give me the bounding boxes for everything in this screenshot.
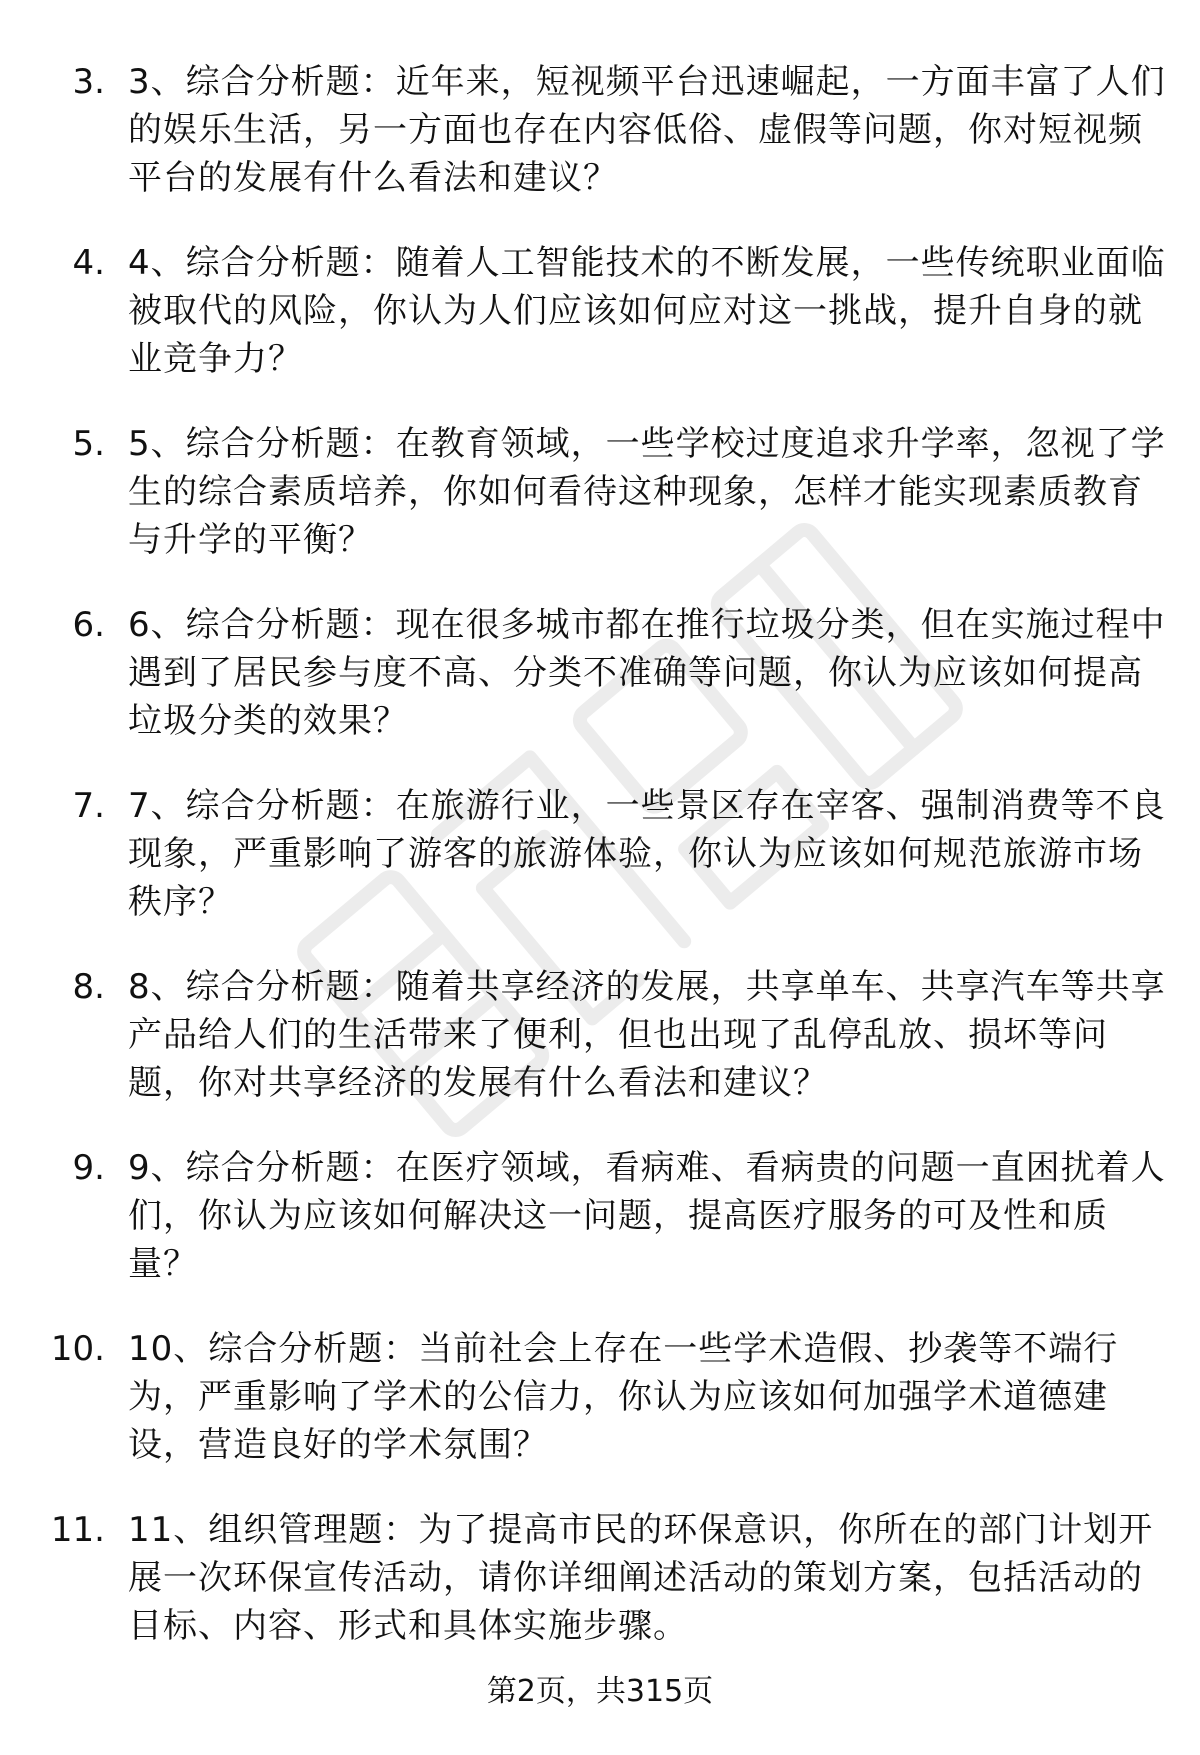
question-number: 7.: [72, 786, 105, 826]
question-number: 5.: [72, 424, 105, 464]
question-text: 5、综合分析题：在教育领域，一些学校过度追求升学率，忽视了学生的综合素质培养，你如何看待这种现象，怎样才能实现素质教育与升学的平衡？: [128, 424, 1166, 560]
question-text: 7、综合分析题：在旅游行业，一些景区存在宰客、强制消费等不良现象，严重影响了游客的旅游体验，你认为应该如何规范旅游市场秩序？: [128, 786, 1166, 922]
question-number: 9.: [72, 1148, 105, 1188]
question-item: [0, 420, 1200, 601]
question-number: 3.: [72, 62, 105, 102]
question-item: [0, 239, 1200, 420]
question-number: 4.: [72, 243, 105, 283]
question-item: [0, 601, 1200, 782]
question-item: [0, 1506, 1200, 1687]
question-number: 10.: [50, 1329, 105, 1369]
page-footer: 第2页，共315页: [486, 1674, 714, 1709]
question-item: [0, 1144, 1200, 1325]
question-list: [0, 58, 1200, 1687]
question-text: 6、综合分析题：现在很多城市都在推行垃圾分类，但在实施过程中遇到了居民参与度不高、分类不准确等问题，你认为应该如何提高垃圾分类的效果？: [128, 605, 1166, 741]
question-text: 11、组织管理题：为了提高市民的环保意识，你所在的部门计划开展一次环保宣传活动，请你详细阐述活动的策划方案，包括活动的目标、内容、形式和具体实施步骤。: [128, 1510, 1154, 1646]
question-item: [0, 1325, 1200, 1506]
question-text: 8、综合分析题：随着共享经济的发展，共享单车、共享汽车等共享产品给人们的生活带来了便利，但也出现了乱停乱放、损坏等问题，你对共享经济的发展有什么看法和建议？: [128, 967, 1166, 1103]
question-text: 10、综合分析题：当前社会上存在一些学术造假、抄袭等不端行为，严重影响了学术的公信力，你认为应该如何加强学术道德建设，营造良好的学术氛围？: [128, 1329, 1119, 1465]
question-number: 6.: [72, 605, 105, 645]
question-item: [0, 963, 1200, 1144]
question-number: 11.: [50, 1510, 105, 1550]
question-text: 4、综合分析题：随着人工智能技术的不断发展，一些传统职业面临被取代的风险，你认为人们应该如何应对这一挑战，提升自身的就业竞争力？: [128, 243, 1166, 379]
question-item: [0, 58, 1200, 239]
question-text: 9、综合分析题：在医疗领域，看病难、看病贵的问题一直困扰着人们，你认为应该如何解决这一问题，提高医疗服务的可及性和质量？: [128, 1148, 1166, 1284]
question-item: [0, 782, 1200, 963]
question-text: 3、综合分析题：近年来，短视频平台迅速崛起，一方面丰富了人们的娱乐生活，另一方面也存在内容低俗、虚假等问题，你对短视频平台的发展有什么看法和建议？: [128, 62, 1166, 198]
question-number: 8.: [72, 967, 105, 1007]
